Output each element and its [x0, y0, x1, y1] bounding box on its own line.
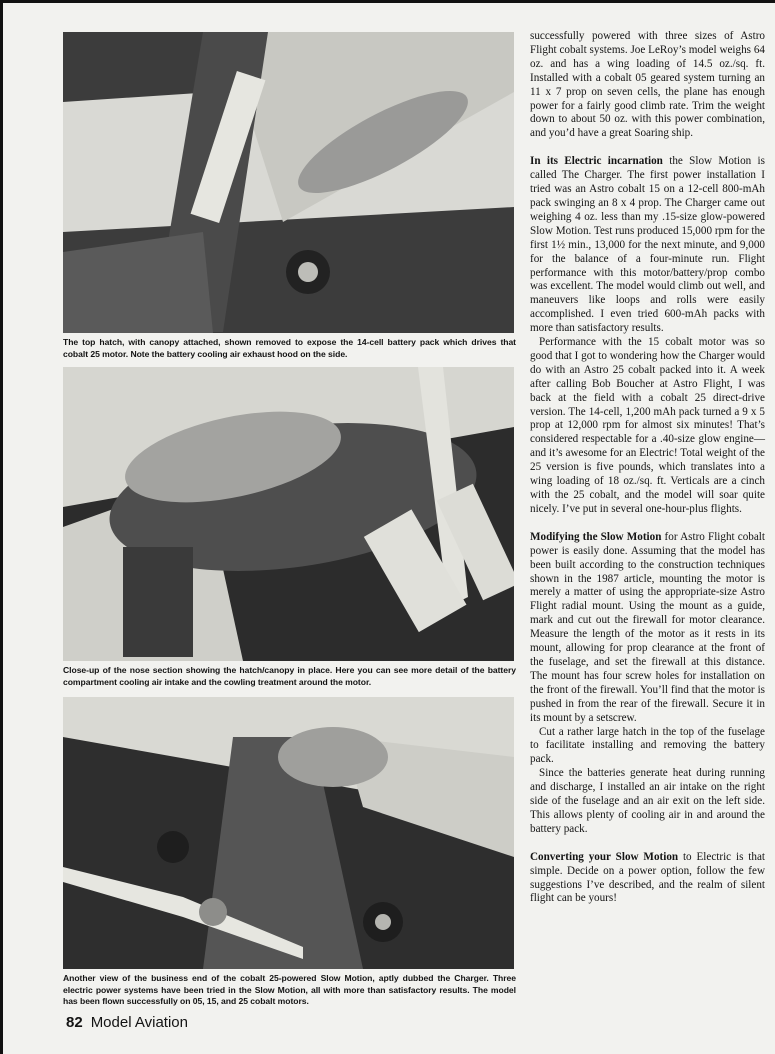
article-paragraph-2 [530, 155, 765, 336]
article-paragraph-3: Performance with the 15 cobalt motor was so good that I got to wondering how the Charger would do with an Astro 25 cobalt packed into it. A week after calling Bob Boucher at Astro Flight, I was back at the field with a cobalt 25 direct-drive version. The 14-cell, 1,200 mAh pack turned a 9 x 5 prop at 12,000 rpm for almost six minutes! That’s considered respectable for a .40-size glow engine—and it’s awesome for an Electric! Total weight of the 25 version is five pounds, which translates into a wing loading of 18 oz./sq. ft. Verticals are a cinch with the 25 cobalt, and the model will soar quite nicely. I’ve put in several one-hour-plus flights. [530, 336, 765, 515]
article-paragraph-4-text: for Astro Flight cobalt power is easily done. Assuming that the model has been built according to the construction techniques shown in the 1987 article, mounting the motor is merely a matter of using the appropriate-size Astro Flight radial mount. Using the mount as a guide, mark and cut out the firewall for motor clearance. Measure the length of the motor as it rests in its mount, allowing for prop clearance at the front of the fuselage, and set the firewall at this distance. The mount has four screw holes for installation on the front of the firewall. You’ll find that the motor is pushed in from the rear of the firewall. Secure it in its mount by a setscrew. [530, 530, 765, 724]
section-heading-electric: In its Electric incarnation [530, 155, 663, 168]
section-heading-converting: Converting your Slow Motion [530, 850, 679, 863]
photo-nose-closeup-graphic [63, 367, 514, 661]
caption-photo3: Another view of the business end of the cobalt 25-powered Slow Motion, aptly dubbed the Charger. Three electric power systems have been tried in the Slow Motion, all with more than satisfactory results. The model has been flown successfully on 05, 15, and 25 cobalt motors. [63, 973, 516, 1007]
publication-name: Model Aviation [90, 1014, 188, 1031]
caption-photo2: Close-up of the nose section showing the hatch/canopy in place. Here you can see more detail of the battery compartment cooling air intake and the cowling treatment around the motor. [63, 665, 516, 687]
article-paragraph-2-text: the Slow Motion is called The Charger. The first power installation I tried was an Astro cobalt 15 on a 12-cell 800-mAh pack swinging an 8 x 4 prop. The Charger came out weighing 4 oz. less than my .15-size glow-powered Slow Motion. Test runs produced 15,000 rpm for the first 1½ min., 13,000 for the next minute, and 9,000 for the balance of a four-minute run. Flight performance with this motor/battery/prop combo was excellent. The model would climb out well, and maneuvers like loops and rolls were easily accomplished. I even tried 600-mAh packs with more than satisfactory results. [530, 155, 765, 335]
article-paragraph-5: Cut a rather large hatch in the top of the fuselage to facilitate installing and removing the battery pack. [530, 725, 765, 766]
section-heading-modifying: Modifying the Slow Motion [530, 530, 662, 543]
page-footer [66, 1014, 188, 1031]
article-paragraph-1: successfully powered with three sizes of Astro Flight cobalt systems. Joe LeRoy’s model weighs 64 oz. and has a wing loading of 14.5 oz./sq. ft. Installed with a cobalt 05 geared system turning an 11 x 7 prop on seven cells, the plane has enough power for a fairly good climb rate. Trim the weight down to about 50 oz. with this power combination, and you’d have a great Soaring ship. [530, 30, 765, 140]
photo-nose-closeup [63, 367, 514, 661]
article-paragraph-7 [530, 851, 765, 907]
article-column [530, 30, 765, 906]
photo-battery-hatch [63, 32, 514, 333]
photo-battery-hatch-graphic [63, 32, 514, 333]
caption-photo1: The top hatch, with canopy attached, shown removed to expose the 14-cell battery pack which drives that cobalt 25 motor. Note the battery cooling air exhaust hood on the side. [63, 337, 516, 359]
article-paragraph-6: Since the batteries generate heat during running and discharge, I installed an air intake on the right side of the fuselage and an air exit on the left side. This allows plenty of cooling air in and around the battery pack. [530, 767, 765, 835]
article-paragraph-4 [530, 531, 765, 726]
photo-front-view [63, 697, 514, 969]
page-number: 82 [66, 1014, 83, 1031]
article-paragraph-7-text: to Electric is that simple. Decide on a power option, follow the few suggestions I’ve described, and the realm of silent flight can be yours! [530, 850, 766, 905]
photo-front-view-graphic [63, 697, 514, 969]
